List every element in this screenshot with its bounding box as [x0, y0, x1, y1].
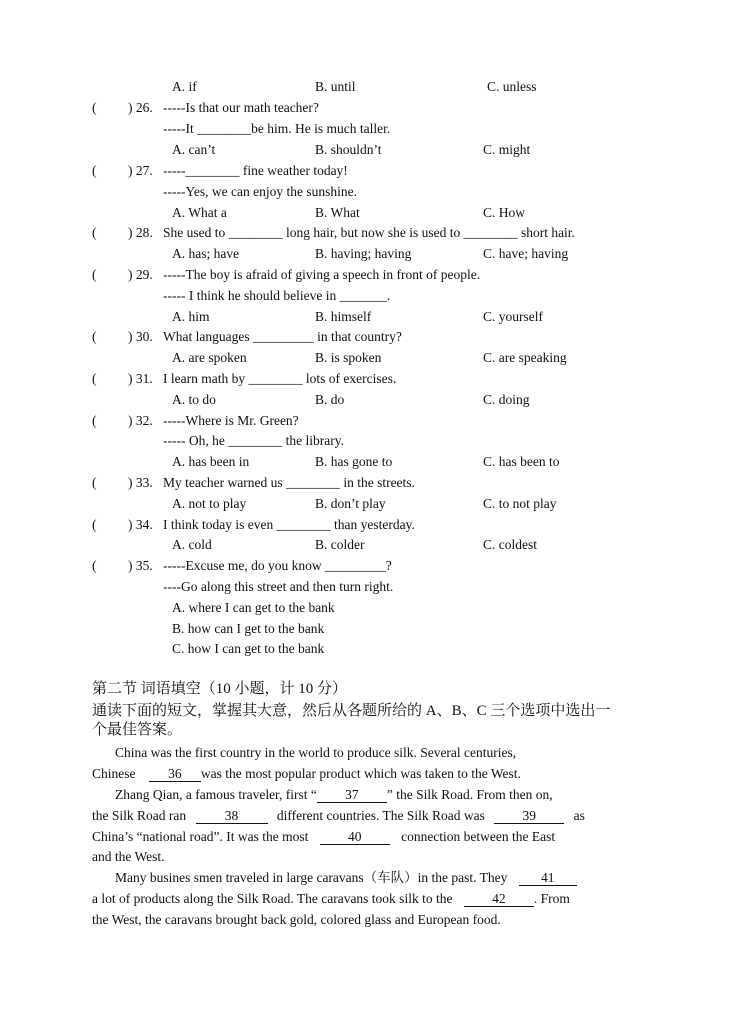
q30-number: ) 30. — [128, 329, 153, 344]
q27-paren: ( — [92, 163, 97, 178]
blank-38: 38 — [196, 809, 268, 824]
q35-option-a: A. where I can get to the bank — [172, 600, 335, 615]
q32-option-b: B. has gone to — [315, 454, 393, 469]
q25-option-c: C. unless — [487, 79, 537, 94]
q25-option-a: A. if — [172, 79, 197, 94]
q33-paren: ( — [92, 475, 97, 490]
q29-option-b: B. himself — [315, 309, 372, 324]
q32-paren: ( — [92, 413, 97, 428]
passage-text: China’s “national road”. It was the most — [92, 829, 309, 844]
q30-option-b: B. is spoken — [315, 350, 382, 365]
section2-instruction-line1: 通读下面的短文，掌握其大意，然后从各题所给的 A、B、C 三个选项中选出一 — [92, 703, 611, 719]
q34-stem: I think today is even ________ than yesterday. — [163, 517, 415, 532]
passage-line — [115, 787, 553, 803]
blank-37: 37 — [317, 788, 387, 803]
q31-number: ) 31. — [128, 371, 153, 386]
q26-option-a: A. can’t — [172, 142, 216, 157]
passage-line — [92, 829, 555, 845]
passage-line: the West, the caravans brought back gold, colored glass and European food. — [92, 912, 501, 927]
q34-option-c: C. coldest — [483, 537, 537, 552]
q29-stem: -----The boy is afraid of giving a speech in front of people. — [163, 267, 481, 282]
passage-text: the Silk Road ran — [92, 808, 187, 823]
q35-option-c: C. how I can get to the bank — [172, 641, 325, 656]
q29-option-a: A. him — [172, 309, 210, 324]
q34-number: ) 34. — [128, 517, 153, 532]
q34-option-a: A. cold — [172, 537, 212, 552]
q27-line2: -----Yes, we can enjoy the sunshine. — [163, 184, 357, 199]
blank-42: 42 — [464, 892, 534, 907]
q34-paren: ( — [92, 517, 97, 532]
q28-stem: She used to ________ long hair, but now she is used to ________ short hair. — [163, 225, 575, 240]
q28-number: ) 28. — [128, 225, 153, 240]
section2-title: 第二节 词语填空（10 小题，计 10 分） — [92, 681, 348, 697]
q29-paren: ( — [92, 267, 97, 282]
q27-option-a: A. What a — [172, 205, 227, 220]
q29-line2: ----- I think he should believe in _______. — [163, 288, 391, 303]
passage-text: different countries. The Silk Road was — [276, 808, 485, 823]
passage-line: and the West. — [92, 849, 165, 864]
q28-option-a: A. has; have — [172, 246, 240, 261]
q26-stem: -----Is that our math teacher? — [163, 100, 319, 115]
q32-option-a: A. has been in — [172, 454, 250, 469]
q28-option-c: C. have; having — [483, 246, 569, 261]
passage-text: was the most popular product which was taken to the West. — [200, 766, 521, 781]
q33-option-b: B. don’t play — [315, 496, 386, 511]
q33-option-c: C. to not play — [483, 496, 557, 511]
passage-text: as — [573, 808, 585, 823]
blank-36: 36 — [149, 767, 201, 782]
q30-stem: What languages _________ in that country? — [163, 329, 402, 344]
passage-line: China was the first country in the world to produce silk. Several centuries, — [115, 745, 517, 760]
q30-paren: ( — [92, 329, 97, 344]
q29-number: ) 29. — [128, 267, 153, 282]
q31-option-c: C. doing — [483, 392, 530, 407]
passage-line — [92, 808, 585, 824]
q31-option-b: B. do — [315, 392, 345, 407]
q35-option-b: B. how can I get to the bank — [172, 621, 325, 636]
section2-instruction-line2: 个最佳答案。 — [92, 722, 183, 738]
q27-number: ) 27. — [128, 163, 153, 178]
q28-option-b: B. having; having — [315, 246, 412, 261]
passage-line — [115, 870, 577, 886]
q27-stem: -----________ fine weather today! — [163, 163, 348, 178]
q25-option-b: B. until — [315, 79, 356, 94]
q31-stem: I learn math by ________ lots of exercises. — [163, 371, 397, 386]
blank-39: 39 — [494, 809, 564, 824]
passage-text: Many busines smen traveled in large caravans（车队）in the past. They — [115, 870, 508, 885]
passage-text: connection between the East — [401, 829, 556, 844]
q32-stem: -----Where is Mr. Green? — [163, 413, 299, 428]
q26-paren: ( — [92, 100, 97, 115]
q26-number: ) 26. — [128, 100, 153, 115]
q27-option-c: C. How — [483, 205, 526, 220]
passage-text: Zhang Qian, a famous traveler, first “ — [115, 787, 317, 802]
q32-line2: ----- Oh, he ________ the library. — [163, 433, 344, 448]
q33-stem: My teacher warned us ________ in the streets. — [163, 475, 415, 490]
passage-line — [92, 891, 570, 907]
q26-option-b: B. shouldn’t — [315, 142, 382, 157]
q31-paren: ( — [92, 371, 97, 386]
q31-option-a: A. to do — [172, 392, 216, 407]
q29-option-c: C. yourself — [483, 309, 543, 324]
passage-text: ” the Silk Road. From then on, — [386, 787, 553, 802]
q27-option-b: B. What — [315, 205, 360, 220]
q30-option-a: A. are spoken — [172, 350, 247, 365]
q30-option-c: C. are speaking — [483, 350, 567, 365]
q35-stem: -----Excuse me, do you know _________? — [163, 558, 392, 573]
q35-line2: ----Go along this street and then turn right. — [163, 579, 394, 594]
passage-line — [92, 766, 521, 782]
q35-number: ) 35. — [128, 558, 153, 573]
q26-line2: -----It ________be him. He is much taller. — [163, 121, 391, 136]
passage-text: . From — [533, 891, 570, 906]
q32-option-c: C. has been to — [483, 454, 560, 469]
q35-paren: ( — [92, 558, 97, 573]
q34-option-b: B. colder — [315, 537, 365, 552]
blank-41: 41 — [519, 871, 577, 886]
q26-option-c: C. might — [483, 142, 531, 157]
passage-text: Chinese — [92, 766, 136, 781]
q32-number: ) 32. — [128, 413, 153, 428]
q33-number: ) 33. — [128, 475, 153, 490]
passage-text: a lot of products along the Silk Road. The caravans took silk to the — [92, 891, 453, 906]
blank-40: 40 — [320, 830, 390, 845]
q33-option-a: A. not to play — [172, 496, 247, 511]
q28-paren: ( — [92, 225, 97, 240]
